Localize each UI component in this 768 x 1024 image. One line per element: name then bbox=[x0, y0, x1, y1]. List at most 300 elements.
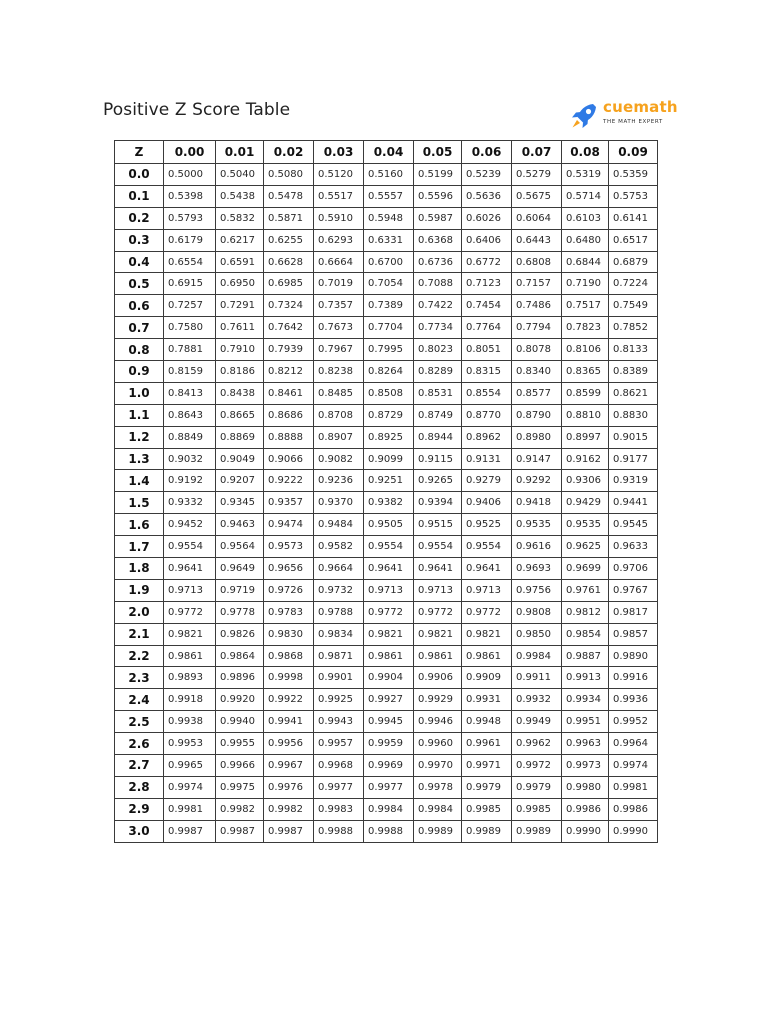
probability-cell: 0.5438 bbox=[216, 185, 264, 207]
probability-cell: 0.7967 bbox=[314, 339, 364, 361]
probability-cell: 0.9370 bbox=[314, 492, 364, 514]
probability-cell: 0.8770 bbox=[462, 404, 512, 426]
probability-cell: 0.7910 bbox=[216, 339, 264, 361]
table-row bbox=[115, 317, 658, 339]
probability-cell: 0.9941 bbox=[264, 711, 314, 733]
probability-cell: 0.8621 bbox=[609, 382, 658, 404]
probability-cell: 0.9713 bbox=[364, 579, 414, 601]
probability-cell: 0.9988 bbox=[364, 820, 414, 842]
probability-cell: 0.9236 bbox=[314, 470, 364, 492]
probability-cell: 0.9896 bbox=[216, 667, 264, 689]
z-value-cell: 2.7 bbox=[115, 755, 164, 777]
probability-cell: 0.6808 bbox=[512, 251, 562, 273]
probability-cell: 0.9279 bbox=[462, 470, 512, 492]
z-value-cell: 0.0 bbox=[115, 164, 164, 186]
probability-cell: 0.9821 bbox=[364, 623, 414, 645]
probability-cell: 0.5517 bbox=[314, 185, 364, 207]
probability-cell: 0.9868 bbox=[264, 645, 314, 667]
probability-cell: 0.5910 bbox=[314, 207, 364, 229]
probability-cell: 0.9641 bbox=[462, 558, 512, 580]
column-header: 0.03 bbox=[314, 141, 364, 164]
probability-cell: 0.7794 bbox=[512, 317, 562, 339]
probability-cell: 0.9864 bbox=[216, 645, 264, 667]
probability-cell: 0.6844 bbox=[562, 251, 609, 273]
probability-cell: 0.9861 bbox=[364, 645, 414, 667]
probability-cell: 0.9418 bbox=[512, 492, 562, 514]
probability-cell: 0.8925 bbox=[364, 426, 414, 448]
table-row bbox=[115, 185, 658, 207]
probability-cell: 0.9918 bbox=[164, 689, 216, 711]
probability-cell: 0.8944 bbox=[414, 426, 462, 448]
z-value-cell: 1.1 bbox=[115, 404, 164, 426]
probability-cell: 0.9332 bbox=[164, 492, 216, 514]
z-value-cell: 0.2 bbox=[115, 207, 164, 229]
probability-cell: 0.9207 bbox=[216, 470, 264, 492]
probability-cell: 0.5398 bbox=[164, 185, 216, 207]
probability-cell: 0.9719 bbox=[216, 579, 264, 601]
probability-cell: 0.8461 bbox=[264, 382, 314, 404]
probability-cell: 0.9951 bbox=[562, 711, 609, 733]
probability-cell: 0.9265 bbox=[414, 470, 462, 492]
probability-cell: 0.9821 bbox=[414, 623, 462, 645]
probability-cell: 0.9943 bbox=[314, 711, 364, 733]
column-header: 0.01 bbox=[216, 141, 264, 164]
probability-cell: 0.8869 bbox=[216, 426, 264, 448]
probability-cell: 0.9920 bbox=[216, 689, 264, 711]
probability-cell: 0.9732 bbox=[314, 579, 364, 601]
probability-cell: 0.9909 bbox=[462, 667, 512, 689]
probability-cell: 0.8365 bbox=[562, 361, 609, 383]
z-value-cell: 1.7 bbox=[115, 536, 164, 558]
table-row bbox=[115, 339, 658, 361]
brand-logo bbox=[568, 100, 678, 134]
table-row bbox=[115, 207, 658, 229]
probability-cell: 0.9948 bbox=[462, 711, 512, 733]
probability-cell: 0.9998 bbox=[264, 667, 314, 689]
probability-cell: 0.9983 bbox=[314, 798, 364, 820]
probability-cell: 0.9970 bbox=[414, 755, 462, 777]
probability-cell: 0.7389 bbox=[364, 295, 414, 317]
probability-cell: 0.7673 bbox=[314, 317, 364, 339]
probability-cell: 0.9960 bbox=[414, 733, 462, 755]
table-row bbox=[115, 689, 658, 711]
probability-cell: 0.9564 bbox=[216, 536, 264, 558]
probability-cell: 0.9959 bbox=[364, 733, 414, 755]
probability-cell: 0.9406 bbox=[462, 492, 512, 514]
probability-cell: 0.9066 bbox=[264, 448, 314, 470]
probability-cell: 0.9957 bbox=[314, 733, 364, 755]
brand-name: cuemath bbox=[603, 98, 678, 116]
probability-cell: 0.5557 bbox=[364, 185, 414, 207]
probability-cell: 0.8962 bbox=[462, 426, 512, 448]
probability-cell: 0.9788 bbox=[314, 601, 364, 623]
column-header: 0.06 bbox=[462, 141, 512, 164]
probability-cell: 0.7454 bbox=[462, 295, 512, 317]
probability-cell: 0.8078 bbox=[512, 339, 562, 361]
probability-cell: 0.6480 bbox=[562, 229, 609, 251]
probability-cell: 0.9913 bbox=[562, 667, 609, 689]
probability-cell: 0.9987 bbox=[264, 820, 314, 842]
probability-cell: 0.9938 bbox=[164, 711, 216, 733]
probability-cell: 0.9927 bbox=[364, 689, 414, 711]
rocket-icon bbox=[568, 100, 600, 132]
probability-cell: 0.9706 bbox=[609, 558, 658, 580]
probability-cell: 0.9982 bbox=[216, 798, 264, 820]
probability-cell: 0.9978 bbox=[414, 776, 462, 798]
probability-cell: 0.9131 bbox=[462, 448, 512, 470]
probability-cell: 0.9222 bbox=[264, 470, 314, 492]
probability-cell: 0.8186 bbox=[216, 361, 264, 383]
probability-cell: 0.9990 bbox=[562, 820, 609, 842]
z-value-cell: 2.5 bbox=[115, 711, 164, 733]
probability-cell: 0.9812 bbox=[562, 601, 609, 623]
probability-cell: 0.7823 bbox=[562, 317, 609, 339]
z-value-cell: 1.5 bbox=[115, 492, 164, 514]
probability-cell: 0.9772 bbox=[164, 601, 216, 623]
probability-cell: 0.7291 bbox=[216, 295, 264, 317]
probability-cell: 0.8438 bbox=[216, 382, 264, 404]
probability-cell: 0.7939 bbox=[264, 339, 314, 361]
probability-cell: 0.7054 bbox=[364, 273, 414, 295]
probability-cell: 0.9783 bbox=[264, 601, 314, 623]
probability-cell: 0.7157 bbox=[512, 273, 562, 295]
z-value-cell: 1.6 bbox=[115, 514, 164, 536]
z-value-cell: 2.0 bbox=[115, 601, 164, 623]
probability-cell: 0.9985 bbox=[462, 798, 512, 820]
probability-cell: 0.9535 bbox=[512, 514, 562, 536]
probability-cell: 0.7422 bbox=[414, 295, 462, 317]
probability-cell: 0.9967 bbox=[264, 755, 314, 777]
probability-cell: 0.9382 bbox=[364, 492, 414, 514]
probability-cell: 0.9984 bbox=[364, 798, 414, 820]
probability-cell: 0.6879 bbox=[609, 251, 658, 273]
probability-cell: 0.6064 bbox=[512, 207, 562, 229]
probability-cell: 0.9099 bbox=[364, 448, 414, 470]
probability-cell: 0.9979 bbox=[512, 776, 562, 798]
probability-cell: 0.6985 bbox=[264, 273, 314, 295]
probability-cell: 0.5714 bbox=[562, 185, 609, 207]
probability-cell: 0.9834 bbox=[314, 623, 364, 645]
probability-cell: 0.9982 bbox=[264, 798, 314, 820]
probability-cell: 0.9979 bbox=[462, 776, 512, 798]
probability-cell: 0.9989 bbox=[512, 820, 562, 842]
probability-cell: 0.9968 bbox=[314, 755, 364, 777]
probability-cell: 0.5080 bbox=[264, 164, 314, 186]
probability-cell: 0.6368 bbox=[414, 229, 462, 251]
probability-cell: 0.5871 bbox=[264, 207, 314, 229]
probability-cell: 0.8340 bbox=[512, 361, 562, 383]
probability-cell: 0.9625 bbox=[562, 536, 609, 558]
probability-cell: 0.9857 bbox=[609, 623, 658, 645]
probability-cell: 0.6950 bbox=[216, 273, 264, 295]
probability-cell: 0.7019 bbox=[314, 273, 364, 295]
probability-cell: 0.9162 bbox=[562, 448, 609, 470]
z-value-cell: 1.3 bbox=[115, 448, 164, 470]
probability-cell: 0.9082 bbox=[314, 448, 364, 470]
z-value-cell: 0.7 bbox=[115, 317, 164, 339]
probability-cell: 0.7190 bbox=[562, 273, 609, 295]
probability-cell: 0.9952 bbox=[609, 711, 658, 733]
probability-cell: 0.9861 bbox=[414, 645, 462, 667]
probability-cell: 0.9713 bbox=[414, 579, 462, 601]
probability-cell: 0.9940 bbox=[216, 711, 264, 733]
probability-cell: 0.9525 bbox=[462, 514, 512, 536]
probability-cell: 0.8980 bbox=[512, 426, 562, 448]
probability-cell: 0.9985 bbox=[512, 798, 562, 820]
probability-cell: 0.8212 bbox=[264, 361, 314, 383]
probability-cell: 0.9971 bbox=[462, 755, 512, 777]
probability-cell: 0.9474 bbox=[264, 514, 314, 536]
probability-cell: 0.7642 bbox=[264, 317, 314, 339]
probability-cell: 0.7324 bbox=[264, 295, 314, 317]
probability-cell: 0.9656 bbox=[264, 558, 314, 580]
probability-cell: 0.9394 bbox=[414, 492, 462, 514]
table-row bbox=[115, 755, 658, 777]
probability-cell: 0.9641 bbox=[364, 558, 414, 580]
probability-cell: 0.9573 bbox=[264, 536, 314, 558]
probability-cell: 0.9713 bbox=[164, 579, 216, 601]
probability-cell: 0.9772 bbox=[364, 601, 414, 623]
z-value-cell: 0.4 bbox=[115, 251, 164, 273]
probability-cell: 0.9049 bbox=[216, 448, 264, 470]
probability-cell: 0.6179 bbox=[164, 229, 216, 251]
probability-cell: 0.6293 bbox=[314, 229, 364, 251]
z-value-cell: 0.1 bbox=[115, 185, 164, 207]
z-value-cell: 0.6 bbox=[115, 295, 164, 317]
probability-cell: 0.9177 bbox=[609, 448, 658, 470]
brand-tagline: THE MATH EXPERT bbox=[603, 119, 663, 125]
probability-cell: 0.9990 bbox=[609, 820, 658, 842]
probability-cell: 0.5753 bbox=[609, 185, 658, 207]
z-value-cell: 2.6 bbox=[115, 733, 164, 755]
probability-cell: 0.8508 bbox=[364, 382, 414, 404]
probability-cell: 0.9887 bbox=[562, 645, 609, 667]
probability-cell: 0.8159 bbox=[164, 361, 216, 383]
probability-cell: 0.9115 bbox=[414, 448, 462, 470]
probability-cell: 0.7357 bbox=[314, 295, 364, 317]
z-value-cell: 1.2 bbox=[115, 426, 164, 448]
probability-cell: 0.9484 bbox=[314, 514, 364, 536]
probability-cell: 0.5359 bbox=[609, 164, 658, 186]
probability-cell: 0.7734 bbox=[414, 317, 462, 339]
z-value-cell: 1.0 bbox=[115, 382, 164, 404]
z-value-cell: 2.8 bbox=[115, 776, 164, 798]
probability-cell: 0.6443 bbox=[512, 229, 562, 251]
probability-cell: 0.9699 bbox=[562, 558, 609, 580]
probability-cell: 0.8531 bbox=[414, 382, 462, 404]
probability-cell: 0.9922 bbox=[264, 689, 314, 711]
probability-cell: 0.5319 bbox=[562, 164, 609, 186]
probability-cell: 0.5832 bbox=[216, 207, 264, 229]
probability-cell: 0.8485 bbox=[314, 382, 364, 404]
column-header: 0.02 bbox=[264, 141, 314, 164]
table-row bbox=[115, 426, 658, 448]
z-value-cell: 2.1 bbox=[115, 623, 164, 645]
probability-cell: 0.6517 bbox=[609, 229, 658, 251]
probability-cell: 0.9192 bbox=[164, 470, 216, 492]
table-row bbox=[115, 448, 658, 470]
probability-cell: 0.7224 bbox=[609, 273, 658, 295]
probability-cell: 0.9772 bbox=[462, 601, 512, 623]
probability-cell: 0.8289 bbox=[414, 361, 462, 383]
probability-cell: 0.7704 bbox=[364, 317, 414, 339]
probability-cell: 0.9974 bbox=[609, 755, 658, 777]
probability-cell: 0.5199 bbox=[414, 164, 462, 186]
probability-cell: 0.9545 bbox=[609, 514, 658, 536]
table-row bbox=[115, 536, 658, 558]
table-row bbox=[115, 514, 658, 536]
probability-cell: 0.9984 bbox=[512, 645, 562, 667]
table-row bbox=[115, 798, 658, 820]
probability-cell: 0.9554 bbox=[462, 536, 512, 558]
probability-cell: 0.9554 bbox=[414, 536, 462, 558]
probability-cell: 0.9966 bbox=[216, 755, 264, 777]
probability-cell: 0.8749 bbox=[414, 404, 462, 426]
probability-cell: 0.9761 bbox=[562, 579, 609, 601]
probability-cell: 0.9861 bbox=[164, 645, 216, 667]
table-row bbox=[115, 404, 658, 426]
z-value-cell: 3.0 bbox=[115, 820, 164, 842]
probability-cell: 0.6103 bbox=[562, 207, 609, 229]
probability-cell: 0.9861 bbox=[462, 645, 512, 667]
z-score-table bbox=[114, 140, 658, 843]
table-row bbox=[115, 558, 658, 580]
table-row bbox=[115, 273, 658, 295]
probability-cell: 0.9936 bbox=[609, 689, 658, 711]
probability-cell: 0.9981 bbox=[164, 798, 216, 820]
column-header: 0.09 bbox=[609, 141, 658, 164]
z-value-cell: 2.9 bbox=[115, 798, 164, 820]
probability-cell: 0.9808 bbox=[512, 601, 562, 623]
probability-cell: 0.9976 bbox=[264, 776, 314, 798]
probability-cell: 0.9906 bbox=[414, 667, 462, 689]
probability-cell: 0.9292 bbox=[512, 470, 562, 492]
probability-cell: 0.6554 bbox=[164, 251, 216, 273]
probability-cell: 0.8665 bbox=[216, 404, 264, 426]
z-value-cell: 1.4 bbox=[115, 470, 164, 492]
probability-cell: 0.5160 bbox=[364, 164, 414, 186]
probability-cell: 0.9956 bbox=[264, 733, 314, 755]
table-row bbox=[115, 229, 658, 251]
probability-cell: 0.5279 bbox=[512, 164, 562, 186]
table-row bbox=[115, 295, 658, 317]
probability-cell: 0.7852 bbox=[609, 317, 658, 339]
probability-cell: 0.9772 bbox=[414, 601, 462, 623]
table-row bbox=[115, 733, 658, 755]
probability-cell: 0.9147 bbox=[512, 448, 562, 470]
probability-cell: 0.9973 bbox=[562, 755, 609, 777]
table-body bbox=[115, 164, 658, 843]
probability-cell: 0.6406 bbox=[462, 229, 512, 251]
probability-cell: 0.9963 bbox=[562, 733, 609, 755]
probability-cell: 0.8643 bbox=[164, 404, 216, 426]
table-row bbox=[115, 667, 658, 689]
column-header: 0.00 bbox=[164, 141, 216, 164]
probability-cell: 0.8051 bbox=[462, 339, 512, 361]
probability-cell: 0.5120 bbox=[314, 164, 364, 186]
column-header: 0.08 bbox=[562, 141, 609, 164]
probability-cell: 0.9641 bbox=[164, 558, 216, 580]
probability-cell: 0.9441 bbox=[609, 492, 658, 514]
probability-cell: 0.8133 bbox=[609, 339, 658, 361]
probability-cell: 0.9429 bbox=[562, 492, 609, 514]
probability-cell: 0.9821 bbox=[164, 623, 216, 645]
column-header: 0.07 bbox=[512, 141, 562, 164]
table-row bbox=[115, 776, 658, 798]
probability-cell: 0.5596 bbox=[414, 185, 462, 207]
probability-cell: 0.9955 bbox=[216, 733, 264, 755]
probability-cell: 0.9975 bbox=[216, 776, 264, 798]
probability-cell: 0.9015 bbox=[609, 426, 658, 448]
table-row bbox=[115, 492, 658, 514]
probability-cell: 0.9965 bbox=[164, 755, 216, 777]
probability-cell: 0.5793 bbox=[164, 207, 216, 229]
probability-cell: 0.9554 bbox=[164, 536, 216, 558]
probability-cell: 0.6141 bbox=[609, 207, 658, 229]
table-row bbox=[115, 361, 658, 383]
probability-cell: 0.9893 bbox=[164, 667, 216, 689]
probability-cell: 0.9989 bbox=[414, 820, 462, 842]
probability-cell: 0.6331 bbox=[364, 229, 414, 251]
table-row bbox=[115, 820, 658, 842]
probability-cell: 0.9987 bbox=[216, 820, 264, 842]
probability-cell: 0.7580 bbox=[164, 317, 216, 339]
probability-cell: 0.9582 bbox=[314, 536, 364, 558]
probability-cell: 0.7257 bbox=[164, 295, 216, 317]
probability-cell: 0.6736 bbox=[414, 251, 462, 273]
probability-cell: 0.6217 bbox=[216, 229, 264, 251]
probability-cell: 0.9986 bbox=[562, 798, 609, 820]
table-row bbox=[115, 601, 658, 623]
probability-cell: 0.9319 bbox=[609, 470, 658, 492]
table-row bbox=[115, 645, 658, 667]
probability-cell: 0.7088 bbox=[414, 273, 462, 295]
probability-cell: 0.9817 bbox=[609, 601, 658, 623]
table-row bbox=[115, 164, 658, 186]
probability-cell: 0.6915 bbox=[164, 273, 216, 295]
probability-cell: 0.6255 bbox=[264, 229, 314, 251]
z-value-cell: 0.5 bbox=[115, 273, 164, 295]
probability-cell: 0.5239 bbox=[462, 164, 512, 186]
probability-cell: 0.8997 bbox=[562, 426, 609, 448]
probability-cell: 0.9904 bbox=[364, 667, 414, 689]
probability-cell: 0.9850 bbox=[512, 623, 562, 645]
probability-cell: 0.9664 bbox=[314, 558, 364, 580]
probability-cell: 0.9931 bbox=[462, 689, 512, 711]
probability-cell: 0.8599 bbox=[562, 382, 609, 404]
probability-cell: 0.8106 bbox=[562, 339, 609, 361]
probability-cell: 0.7549 bbox=[609, 295, 658, 317]
probability-cell: 0.9953 bbox=[164, 733, 216, 755]
z-value-cell: 2.2 bbox=[115, 645, 164, 667]
probability-cell: 0.9946 bbox=[414, 711, 462, 733]
z-value-cell: 0.9 bbox=[115, 361, 164, 383]
probability-cell: 0.8790 bbox=[512, 404, 562, 426]
probability-cell: 0.6700 bbox=[364, 251, 414, 273]
probability-cell: 0.9961 bbox=[462, 733, 512, 755]
probability-cell: 0.9830 bbox=[264, 623, 314, 645]
probability-cell: 0.9977 bbox=[314, 776, 364, 798]
probability-cell: 0.7611 bbox=[216, 317, 264, 339]
probability-cell: 0.9778 bbox=[216, 601, 264, 623]
probability-cell: 0.9726 bbox=[264, 579, 314, 601]
probability-cell: 0.9357 bbox=[264, 492, 314, 514]
probability-cell: 0.9911 bbox=[512, 667, 562, 689]
probability-cell: 0.8389 bbox=[609, 361, 658, 383]
probability-cell: 0.9871 bbox=[314, 645, 364, 667]
probability-cell: 0.8830 bbox=[609, 404, 658, 426]
probability-cell: 0.8413 bbox=[164, 382, 216, 404]
